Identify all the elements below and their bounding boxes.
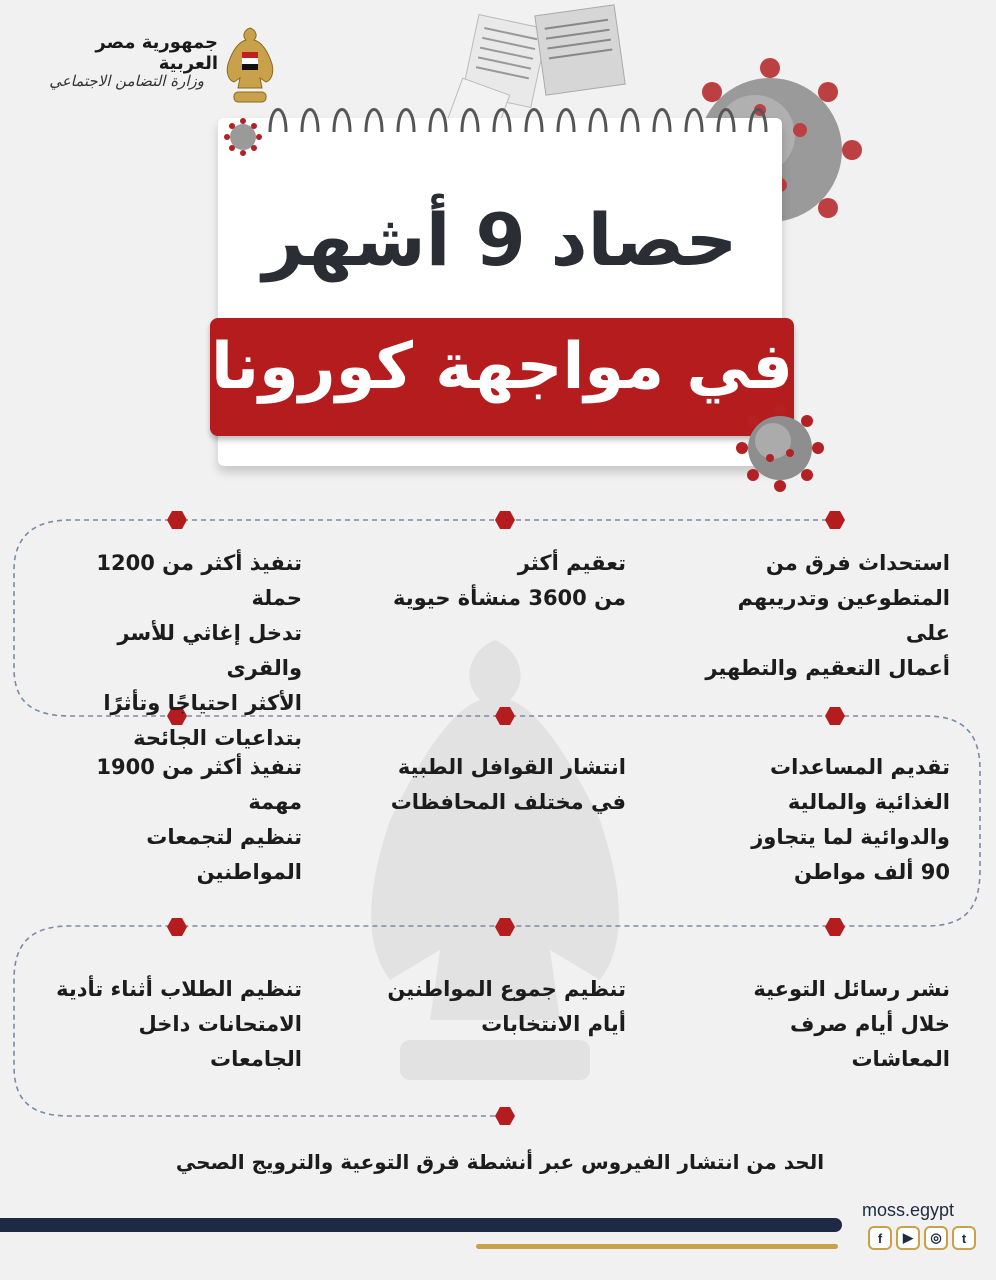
footer-note: الحد من انتشار الفيروس عبر أنشطة فرق التوعية والترويج الصحي bbox=[175, 1150, 825, 1174]
facebook-icon[interactable]: f bbox=[868, 1226, 892, 1250]
achievement-item: انتشار القوافل الطبية في مختلف المحافظات bbox=[390, 755, 626, 814]
page-title: حصاد 9 أشهر bbox=[262, 198, 738, 282]
footer-gold-bar bbox=[476, 1244, 838, 1249]
timeline-marker bbox=[825, 706, 845, 726]
achievement-item: تنفيذ أكثر من 1900 مهمة تنظيم لتجمعات المواطنين bbox=[96, 755, 302, 884]
footer-navy-bar bbox=[0, 1218, 842, 1232]
social-icons bbox=[864, 1226, 984, 1254]
youtube-icon[interactable]: ▶ bbox=[896, 1226, 920, 1250]
achievement-item: استحداث فرق من المتطوعين وتدريبهم على أعمال التعقيم والتطهير bbox=[705, 551, 950, 680]
country-name: جمهورية مصر العربية bbox=[95, 32, 218, 74]
achievement-item: تنفيذ أكثر من 1200 حملة تدخل إغاثي للأسر والقرى الأكثر احتياجًا وتأثرًا بتداعيات الجائحة bbox=[96, 551, 302, 750]
page-subtitle: في مواجهة كورونا bbox=[210, 330, 794, 404]
timeline-marker bbox=[167, 510, 187, 530]
timeline-marker bbox=[825, 917, 845, 937]
achievement-item: تعقيم أكثر من 3600 منشأة حيوية bbox=[392, 551, 626, 610]
timeline-marker bbox=[167, 917, 187, 937]
instagram-icon[interactable]: ◎ bbox=[924, 1226, 948, 1250]
achievement-item: تنظيم الطلاب أثناء تأدية الامتحانات داخل الجامعات bbox=[56, 977, 302, 1071]
timeline-marker bbox=[495, 510, 515, 530]
ministry-name: وزارة التضامن الاجتماعي bbox=[49, 72, 204, 90]
timeline-marker bbox=[825, 510, 845, 530]
achievement-item: نشر رسائل التوعية خلال أيام صرف المعاشات bbox=[753, 977, 950, 1071]
social-handle[interactable]: moss.egypt bbox=[862, 1200, 955, 1220]
achievement-item: تنظيم جموع المواطنين أيام الانتخابات bbox=[387, 977, 626, 1036]
timeline-marker bbox=[495, 917, 515, 937]
achievement-item: تقديم المساعدات الغذائية والمالية والدوائية لما يتجاوز 90 ألف مواطن bbox=[751, 755, 950, 884]
timeline-marker bbox=[495, 706, 515, 726]
timeline-marker bbox=[495, 1106, 515, 1126]
twitter-icon[interactable]: t bbox=[952, 1226, 976, 1250]
